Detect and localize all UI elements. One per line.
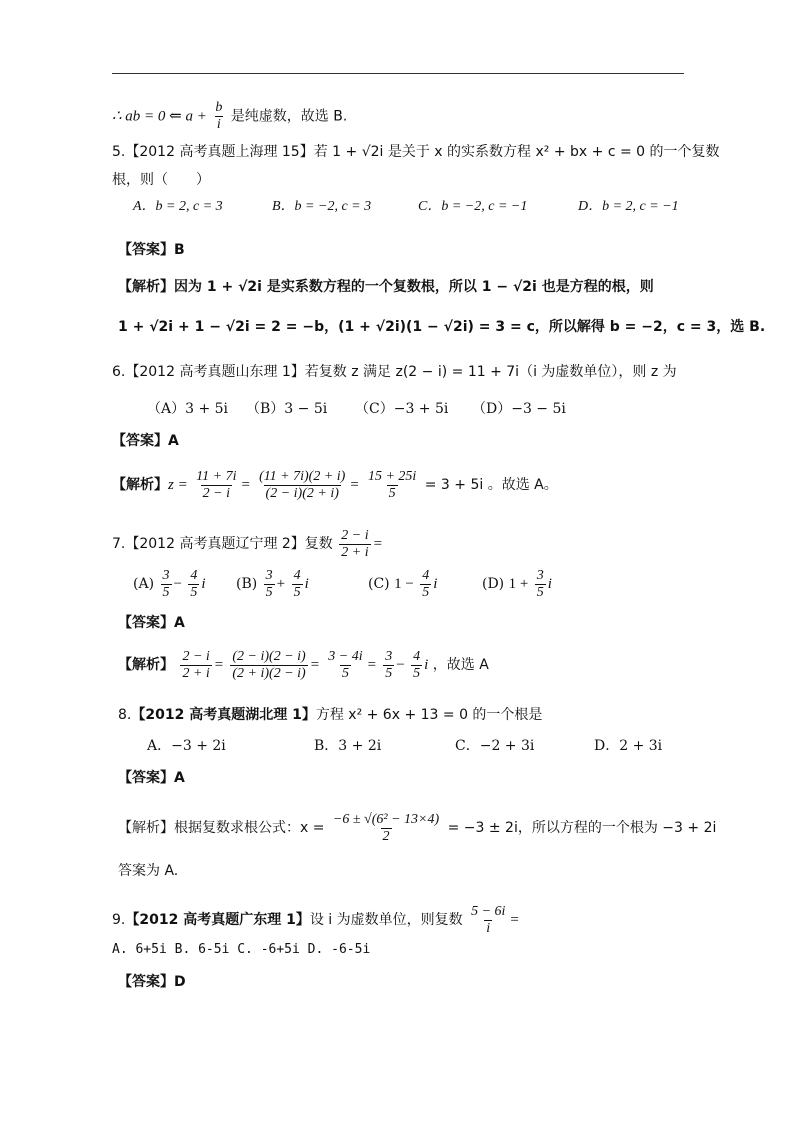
q6-option-a: （A）3 + 5i	[147, 401, 229, 417]
source-tag: 【2012 高考真题辽宁理 2】	[125, 536, 305, 552]
header-rule	[112, 73, 684, 74]
source-tag: 【2012 高考真题山东理 1】	[125, 364, 305, 380]
q7-explanation: 【解析】 $\frac{2 - i}{2 + i}$ = $\frac{(2 - i)(2 - i)}{(2 + i)(2 - i)}$ = $\frac{3 - 4i}{5}$ = $\frac{3}{5}$ − $\frac{4}{5}$ i ，故选 A	[118, 648, 489, 681]
q6-option-b: （B）3 − 5i	[246, 401, 328, 417]
fraction: $\frac{(11 + 7i)(2 + i)}{(2 - i)(2 + i)}$	[259, 468, 346, 501]
fraction: $\frac{b}{i}$	[215, 100, 223, 132]
q8-option-c: C．−2 + 3i	[455, 738, 535, 754]
q7-option-d: (D) 1 + $\frac{3}{5}$ i	[482, 567, 552, 600]
q6-answer: 【答案】A	[112, 433, 179, 449]
q6-option-c: （C）−3 + 5i	[355, 401, 449, 417]
q8-explanation: 【解析】根据复数求根公式：x = $\frac{\text{−6 ± √(6² − 13×4)}}{2}$ = −3 ± 2i，所以方程的一个根为 −3 + 2i	[118, 811, 717, 844]
q8-final-answer: 答案为 A.	[118, 863, 179, 879]
q7-stem: 7.【2012 高考真题辽宁理 2】复数 $\frac{2 - i}{2 + i}$ =	[112, 527, 383, 560]
q5-explanation-line2: 1 + √2i + 1 − √2i = 2 = −b，(1 + √2i)(1 − √2i) = 3 = c，所以解得 b = −2，c = 3，选 B.	[118, 319, 766, 335]
q4-conclusion: ∴ ab = 0 ⇐ a + $\frac{b}{i}$ 是纯虚数，故选 B.	[112, 100, 348, 132]
source-tag: 【2012 高考真题上海理 15】	[125, 144, 314, 160]
fraction: $\frac{2 - i}{2 + i}$	[341, 527, 369, 560]
q5-option-a: A．b = 2, c = 3	[133, 199, 223, 214]
q9-options: A. 6+5i B. 6-5i C. -6+5i D. -6-5i	[112, 942, 371, 957]
q8-answer: 【答案】A	[118, 770, 185, 786]
q5-explanation-line1: 【解析】因为 1 + √2i 是实系数方程的一个复数根，所以 1 − √2i 也是方程的根，则	[118, 279, 654, 295]
q8-option-a: A．−3 + 2i	[147, 738, 226, 754]
q6-stem: 6.【2012 高考真题山东理 1】若复数 z 满足 z(2 − i) = 11 + 7i（i 为虚数单位），则 z 为	[112, 364, 677, 380]
q5-option-d: D．b = 2, c = −1	[578, 199, 679, 214]
q8-option-b: B．3 + 2i	[314, 738, 382, 754]
q6-explanation: 【解析】z = $\frac{11 + 7i}{2 - i}$ = $\frac{(11 + 7i)(2 + i)}{(2 - i)(2 + i)}$ = $\frac{15 + 25i}{5}$ = 3 + 5i 。故选 A。	[112, 468, 558, 501]
q7-option-c: (C) 1 − $\frac{4}{5}$ i	[368, 567, 438, 600]
fraction: $\frac{5 - 6i}{i}$	[471, 903, 506, 936]
q8-option-d: D．2 + 3i	[594, 738, 663, 754]
q5-option-c: C．b = −2, c = −1	[418, 199, 528, 214]
q6-option-d: （D）−3 − 5i	[472, 401, 566, 417]
q8-stem: 8.【2012 高考真题湖北理 1】方程 x² + 6x + 13 = 0 的一个根是	[118, 707, 543, 723]
source-tag: 【2012 高考真题湖北理 1】	[131, 707, 316, 723]
q5-option-b: B．b = −2, c = 3	[272, 199, 372, 214]
source-tag: 【2012 高考真题广东理 1】	[125, 912, 310, 928]
q9-answer: 【答案】D	[118, 974, 186, 990]
q5-stem-line2: 根，则（ ）	[112, 172, 210, 188]
fraction: $\frac{\text{−6 ± √(6² − 13×4)}}{2}$	[332, 811, 440, 844]
q7-answer: 【答案】A	[118, 615, 185, 631]
q5-stem-line1: 5.【2012 高考真题上海理 15】若 1 + √2i 是关于 x 的实系数方程 x² + bx + c = 0 的一个复数	[112, 144, 720, 160]
fraction: $\frac{11 + 7i}{2 - i}$	[196, 468, 237, 501]
fraction: $\frac{15 + 25i}{5}$	[367, 468, 417, 501]
q9-stem: 9.【2012 高考真题广东理 1】设 i 为虚数单位，则复数 $\frac{5 - 6i}{i}$ =	[112, 903, 520, 936]
q7-option-a: (A) $\frac{3}{5}$ − $\frac{4}{5}$ i	[133, 567, 206, 600]
q7-option-b: (B) $\frac{3}{5}$ + $\frac{4}{5}$ i	[236, 567, 309, 600]
q5-answer: 【答案】B	[118, 242, 185, 258]
